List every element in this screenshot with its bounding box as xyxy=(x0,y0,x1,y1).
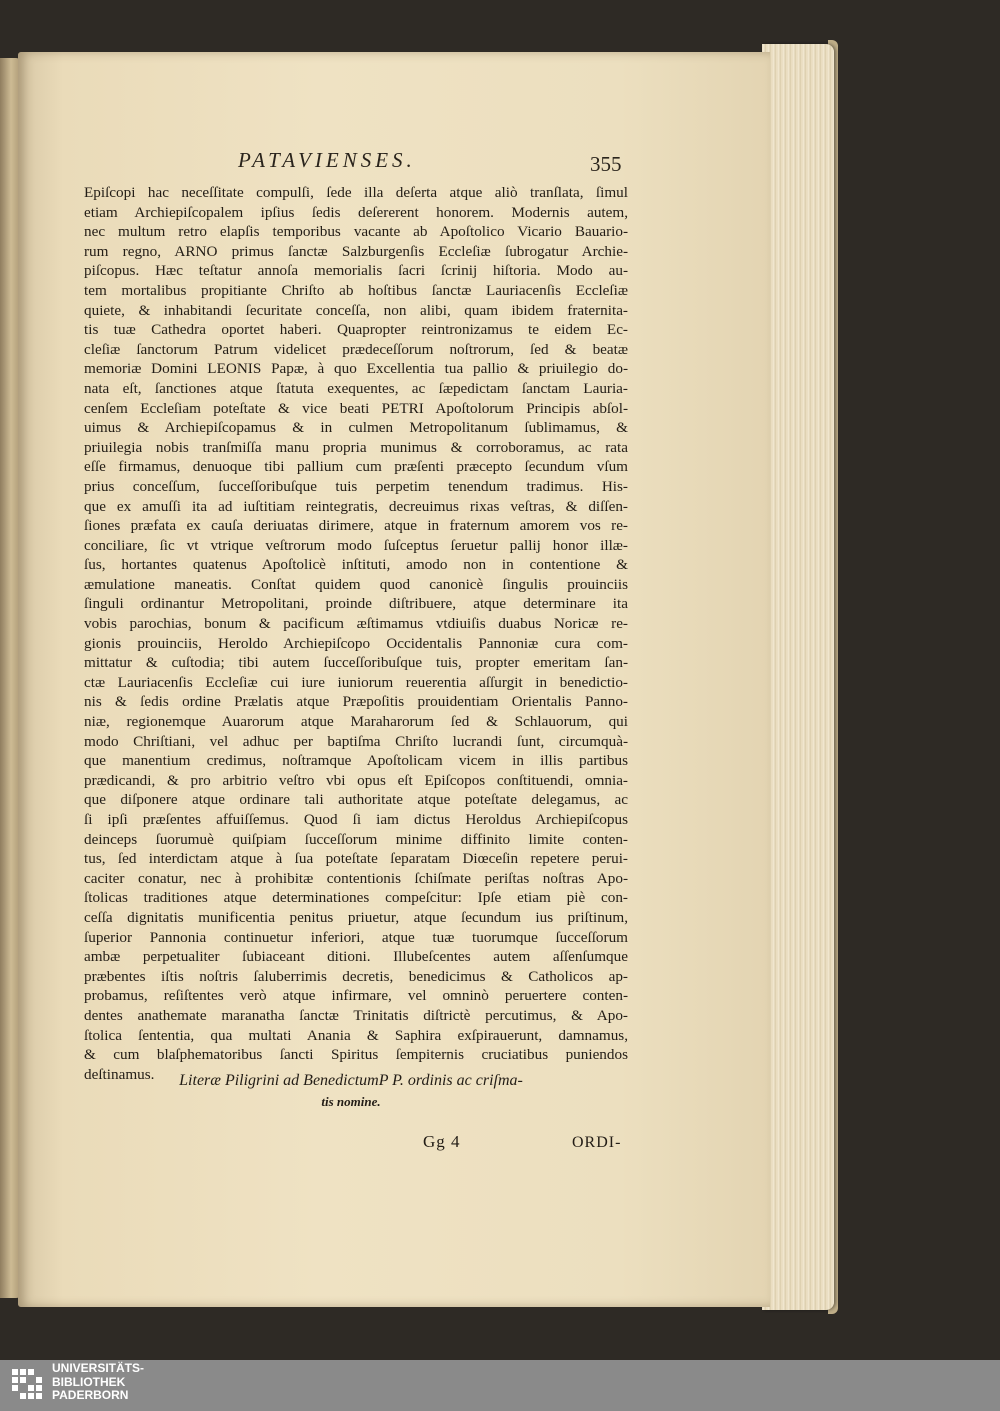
sub-heading-line-2: tis nomine. xyxy=(321,1094,381,1109)
page-block-edge xyxy=(762,44,834,1310)
body-text-line: ſinguli ordinantur Metropolitani, proinde diſtribuere, atque determinare ita xyxy=(84,595,628,613)
body-text-line: nec multum retro elapſis temporibus vacante ab Apoſtolico Vicario Bauario- xyxy=(84,223,628,241)
body-text-line: priuilegia nobis tranſmiſſa manu propria munimus & corroboramus, ac rata xyxy=(84,438,628,456)
body-text-line: ambæ perpetualiter ſubiaceant ditioni. Illubeſcentes autem aſſenſumque xyxy=(84,948,628,966)
body-text-line: deinceps ſuorumuè quiſpiam ſucceſſorum minime diffinito limite conten- xyxy=(84,830,628,848)
page-number: 355 xyxy=(590,152,622,176)
library-name-line-2: BIBLIOTHEK xyxy=(52,1374,126,1389)
body-text-line: mittatur & cuſtodia; tibi autem ſucceſſoribuſque tuis, propter emeritam ſan- xyxy=(84,654,628,672)
body-text-line: ceſſa dignitatis munificentia penitus priuetur, atque ſecundum ius priſtinum, xyxy=(84,908,628,926)
body-text-line: rum regno, ARNO primus ſanctæ Salzburgenſis Eccleſiæ ſubrogatur Archie- xyxy=(84,242,628,260)
body-text-line: cenſem Eccleſiam poteſtate & vice beati PETRI Apoſtolorum Principis abſol- xyxy=(84,399,628,417)
body-text-line: vobis parochias, bonum & pacificum æſtimamus vtdiuiſis duabus Noricæ re- xyxy=(84,615,628,633)
body-text-line: tem mortalibus propitiante Chriſto ab hoſtibus ſanctæ Lauriacenſis Eccleſiæ xyxy=(84,281,628,299)
body-text-line: gionis prouinciis, Heroldo Archiepiſcopo Occidentalis Pannoniæ cura com- xyxy=(84,634,628,652)
body-text-line: eſſe firmamus, denuoque tibi pallium cum præſenti præcepto ſecundum vſum xyxy=(84,458,628,476)
body-text-line: probamus, reſiſtentes verò atque infirmare, vel omninò peruertere conten- xyxy=(84,987,628,1005)
body-text-line: ctæ Lauriacenſis Eccleſiæ cui iure iuniorum reuerentia aſſurgit in benedictio- xyxy=(84,673,628,691)
library-name-line-3: PADERBORN xyxy=(52,1388,129,1402)
body-text-line: prius conceſſum, ſucceſſoribuſque tuis perpetim tenendum tradimus. His- xyxy=(84,477,628,495)
library-name xyxy=(52,1362,144,1403)
running-head: PATAVIENSES. xyxy=(238,148,416,172)
body-text-line: caciter conatur, nec à prohibitæ contentionis ſchiſmate periſtas noſtras Apo- xyxy=(84,869,628,887)
body-text-line: deſtinamus. xyxy=(84,1065,155,1083)
body-text-line: ſi ipſi præſentes affuiſſemus. Quod ſi iam dictus Heroldus Archiepiſcopus xyxy=(84,811,628,828)
body-text xyxy=(84,183,628,1084)
body-text-line: & cum blaſphematoribus ſancti Spiritus ſempiternis cruciatibus puniendos xyxy=(84,1046,628,1064)
university-library-logo-icon xyxy=(10,1367,46,1403)
body-text-line: etiam Archiepiſcopalem ipſius ſedis deſererent honorem. Modernis autem, xyxy=(84,203,628,221)
body-text-line: memoriæ Domini LEONIS Papæ, à quo Excellentia tua pallio & priuilegio do- xyxy=(84,360,628,378)
body-text-line: ſuperior Pannonia continuetur inferiori, atque tuæ tuorumque ſucceſſorum xyxy=(84,928,628,946)
body-text-line: præbentes iſtis noſtris ſaluberrimis decretis, benedicimus & Catholicos ap- xyxy=(84,967,628,985)
body-text-line: que diſponere atque ordinare tali authoritate atque poteſtate delegamus, ac xyxy=(84,791,628,809)
body-text-line: conciliare, ſic vt vtrique veſtrorum modo ſuſceptus ſeruetur pallij honor illæ- xyxy=(84,536,628,554)
body-text-line: ſus, hortantes quatenus Apoſtolicè inſtituti, amodo non in contentione & xyxy=(84,556,628,574)
body-text-line: modo Chriſtiani, vel adhuc per baptiſma Chriſto lucrandi ſunt, circumquà- xyxy=(84,732,628,750)
body-text-line: nis & ſedis ordine Prælatis atque Præpoſitis prouidentiam Orientalis Panno- xyxy=(84,693,628,711)
body-text-line: ſiones præfata ex cauſa deriuatas dirimere, atque in fraternum amorem vos re- xyxy=(84,517,628,535)
body-text-line: niæ, regionemque Auarorum atque Maraharorum ſed & Schlauorum, qui xyxy=(84,713,628,731)
body-text-line: tis tuæ Cathedra oportet haberi. Quapropter reintronizamus te eidem Ec- xyxy=(84,321,628,339)
library-name-line-1: UNIVERSITÄTS- xyxy=(52,1361,145,1375)
body-text-line: que manentium credimus, noſtramque Apoſtolicam vicem in illis partibus xyxy=(84,752,628,770)
body-text-line: dentes anathemate maranatha ſanctæ Trinitatis diſtrictè percutimus, & Apo- xyxy=(84,1006,628,1024)
body-text-line: æmulatione maneatis. Conſtat quidem quod canonicè ſingulis prouinciis xyxy=(84,575,628,593)
sub-heading xyxy=(96,1070,606,1112)
body-text-line: ſtolicas traditiones atque determinationes compeſcitur: Ipſe etiam piè con- xyxy=(84,889,628,907)
body-text-line: que ex amuſſi ita ad iuſtitiam reintegratis, decreuimus rixas veſtras, & diſſen- xyxy=(84,497,628,515)
body-text-line: prædicandi, & pro arbitrio veſtro vbi opus eſt Epiſcopos conſtituendi, omnia- xyxy=(84,771,628,789)
catchword: ORDI- xyxy=(572,1134,622,1151)
body-text-line: uimus & Archiepiſcopamus & in culmen Metropolitanum ſublimamus, & xyxy=(84,419,628,437)
body-text-line: piſcopus. Hæc teſtatur annoſa memorialis ſacri ſcrinij hiſtoria. Modo au- xyxy=(84,262,628,280)
body-text-line: quiete, & inhabitandi ſecuritate conceſſa, non alibi, quam ibidem fraternita- xyxy=(84,301,628,319)
footer-bar xyxy=(0,1360,1000,1411)
body-text-line: tus, ſed interdictam atque à ſua poteſtate ſeparatam Diœceſin repetere perui- xyxy=(84,850,628,868)
body-text-line: ſtolica ſententia, qua multati Anania & Saphira exſpirauerunt, damnamus, xyxy=(84,1026,628,1044)
body-text-line: cleſiæ ſanctorum Patrum videlicet prædeceſſorum noſtrorum, ſed & beatæ xyxy=(84,340,628,358)
body-text-line: Epiſcopi hac neceſſitate compulſi, ſede illa deſerta atque aliò tranſlata, ſimul xyxy=(84,184,628,201)
sub-heading-line-1: Literæ Piligrini ad BenedictumP P. ordinis ac criſma- xyxy=(179,1072,523,1089)
signature-mark: Gg 4 xyxy=(423,1132,461,1151)
body-text-line: nata eſt, ſanctiones atque ſtatuta exequentes, ac ſæpedictam ſanctam Lauria- xyxy=(84,379,628,397)
